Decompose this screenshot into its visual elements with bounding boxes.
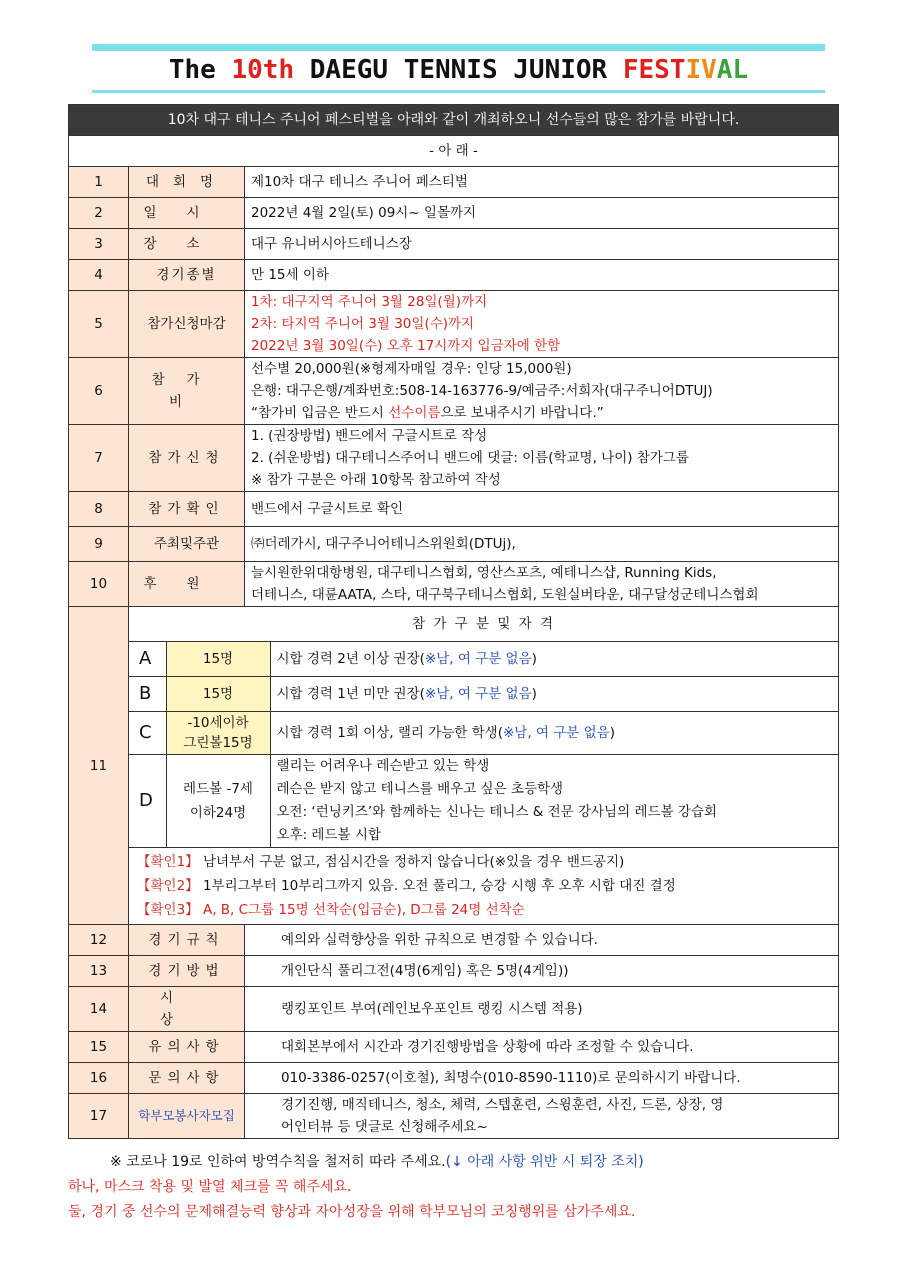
table-row — [69, 562, 839, 607]
group-desc-line: 오후: 레드볼 시합 — [276, 827, 381, 843]
row-content — [245, 291, 839, 358]
row-number: 3 — [69, 229, 129, 260]
row-number: 7 — [69, 425, 129, 492]
table-header: 10차 대구 테니스 주니어 페스티벌을 아래와 같이 개최하오니 선수들의 많은 참가를 바랍니다. — [69, 105, 839, 136]
fee-note-c: 으로 보내주시기 바랍니다.” — [440, 405, 604, 421]
volunteer-line: 어인터뷰 등 댓글로 신청해주세요~ — [281, 1119, 488, 1135]
volunteer-line: 경기진행, 매직테니스, 청소, 체력, 스텝훈련, 스윙훈련, 사진, 드론, 상장, 영 — [281, 1097, 724, 1113]
banner-part-fest: FEST — [622, 55, 686, 85]
row-label: 대회명 — [129, 167, 245, 198]
group-letter: A — [129, 642, 166, 677]
info-table — [68, 104, 839, 1139]
group-section — [129, 607, 839, 925]
row-label: 장소 — [129, 229, 245, 260]
group-letter: B — [129, 677, 166, 712]
banner-part-the: The — [168, 55, 232, 85]
table-row — [69, 260, 839, 291]
row-label: 참가신청마감 — [129, 291, 245, 358]
deadline-line: 2차: 타지역 주니어 3월 30일(수)까지 — [251, 316, 475, 332]
group-desc-note: ※남, 여 구분 없음 — [424, 686, 532, 702]
deadline-line: 1차: 대구지역 주니어 3월 28일(월)까지 — [251, 294, 488, 310]
note-tag: 【확인2】 — [137, 878, 199, 894]
row-content: 랭킹포인트 부여(레인보우포인트 랭킹 시스템 적용) — [245, 987, 839, 1032]
table-row — [69, 987, 839, 1032]
footer-line-1 — [68, 1150, 868, 1175]
row-label: 유의사항 — [129, 1032, 245, 1063]
row-content: 제10차 대구 테니스 주니어 페스티벌 — [245, 167, 839, 198]
fee-note-highlight: 선수이름 — [388, 405, 441, 421]
row-number: 17 — [69, 1094, 129, 1139]
row-label: 주최및주관 — [129, 527, 245, 562]
row-number: 13 — [69, 956, 129, 987]
row-label: 경기종별 — [129, 260, 245, 291]
group-row — [129, 712, 838, 755]
row-label: 참가확인 — [129, 492, 245, 527]
group-desc-line: 오전: ‘런닝키즈’와 함께하는 신나는 테니스 & 전문 강사님의 레드볼 강습회 — [276, 804, 717, 820]
row-content — [245, 1094, 839, 1139]
banner-title — [92, 55, 825, 85]
group-count: 15명 — [166, 677, 270, 712]
row-number: 12 — [69, 925, 129, 956]
group-count-l1: 레드볼 -7세 — [183, 781, 253, 797]
banner-part-iv: IV — [685, 55, 717, 85]
group-count — [166, 712, 270, 755]
table-row — [69, 1094, 839, 1139]
group-row — [129, 677, 838, 712]
sponsor-line: 더테니스, 대륜AATA, 스타, 대구북구테니스협회, 도원실버타운, 대구달성군테니스협회 — [251, 587, 759, 603]
row-content — [245, 562, 839, 607]
group-count — [166, 755, 270, 848]
row-number: 9 — [69, 527, 129, 562]
group-row — [129, 755, 838, 848]
row-number: 2 — [69, 198, 129, 229]
group-desc-line: 랠리는 어려우나 레슨받고 있는 학생 — [276, 758, 490, 774]
apply-line: ※ 참가 구분은 아래 10항목 참고하여 작성 — [251, 472, 501, 488]
group-count: 15명 — [166, 642, 270, 677]
note-tag: 【확인3】 — [137, 902, 199, 918]
row-number: 1 — [69, 167, 129, 198]
table-row — [69, 925, 839, 956]
group-notes — [129, 848, 838, 925]
note-text: 남녀부서 구분 없고, 점심시간을 정하지 않습니다(※있을 경우 밴드공지) — [198, 854, 625, 870]
row-number: 8 — [69, 492, 129, 527]
row-content: 개인단식 풀리그전(4명(6게임) 혹은 5명(4게임)) — [245, 956, 839, 987]
group-title: 참 가 구 분 및 자 격 — [129, 607, 838, 642]
group-desc — [270, 755, 838, 848]
row-content: 대구 유니버시아드테니스장 — [245, 229, 839, 260]
note-3 — [137, 898, 830, 922]
group-desc — [270, 642, 838, 677]
apply-line: 2. (쉬운방법) 대구테니스주어니 밴드에 댓글: 이름(학교명, 나이) 참가그룹 — [251, 450, 689, 466]
sponsor-line: 늘시원한위대항병원, 대구테니스협회, 영산스포츠, 예테니스샵, Running Kids, — [251, 565, 717, 581]
row-number: 16 — [69, 1063, 129, 1094]
row-content: 예의와 실력향상을 위한 규칙으로 변경할 수 있습니다. — [245, 925, 839, 956]
footer-notice — [68, 1150, 868, 1225]
row-content: 만 15세 이하 — [245, 260, 839, 291]
table-row — [69, 1063, 839, 1094]
table-row — [69, 492, 839, 527]
group-letter: C — [129, 712, 166, 755]
banner-part-main: DAEGU TENNIS JUNIOR — [294, 55, 623, 85]
group-desc — [270, 677, 838, 712]
group-desc-c: ) — [609, 725, 615, 741]
apply-line: 1. (권장방법) 밴드에서 구글시트로 작성 — [251, 428, 488, 444]
row-number: 6 — [69, 358, 129, 425]
group-desc-a: 시합 경력 1회 이상, 랠리 가능한 학생( — [276, 725, 503, 741]
footer-line-2: 하나, 마스크 착용 및 발열 체크를 꼭 해주세요. — [68, 1179, 352, 1195]
group-count-l2: 이하24명 — [189, 805, 247, 821]
note-tag: 【확인1】 — [137, 854, 199, 870]
group-desc-note: ※남, 여 구분 없음 — [502, 725, 610, 741]
group-desc-c: ) — [531, 686, 537, 702]
row-number: 10 — [69, 562, 129, 607]
row-content: 밴드에서 구글시트로 확인 — [245, 492, 839, 527]
table-row — [69, 198, 839, 229]
row-number: 5 — [69, 291, 129, 358]
deadline-line: 2022년 3월 30일(수) 오후 17시까지 입금자에 한함 — [251, 338, 561, 354]
row-number: 15 — [69, 1032, 129, 1063]
group-count-l2: 그린볼15명 — [183, 735, 253, 751]
table-row — [69, 358, 839, 425]
group-desc — [270, 712, 838, 755]
table-row — [69, 167, 839, 198]
table-row — [69, 956, 839, 987]
table-subheader: - 아 래 - — [69, 136, 839, 167]
title-banner — [92, 44, 825, 96]
row-label: 시상 — [129, 987, 245, 1032]
row-label: 참가비 — [129, 358, 245, 425]
table-row — [69, 425, 839, 492]
row-content — [245, 358, 839, 425]
row-content — [245, 425, 839, 492]
table-row — [69, 607, 839, 925]
group-letter: D — [129, 755, 166, 848]
row-label: 후원 — [129, 562, 245, 607]
table-row — [69, 229, 839, 260]
note-1 — [137, 850, 830, 874]
group-count-l1: -10세이하 — [187, 715, 249, 731]
row-content: 2022년 4월 2일(토) 09시~ 일몰까지 — [245, 198, 839, 229]
note-text: 1부리그부터 10부리그까지 있음. 오전 풀리그, 승강 시행 후 오후 시합 대진 결정 — [198, 878, 676, 894]
row-label: 경기규칙 — [129, 925, 245, 956]
banner-bottom-bar — [92, 90, 825, 93]
banner-top-bar — [92, 44, 825, 51]
banner-part-10th: 10th — [231, 55, 295, 85]
group-desc-c: ) — [531, 651, 537, 667]
row-content: ㈜더레가시, 대구주니어테니스위원회(DTUj), — [245, 527, 839, 562]
group-desc-line: 레슨은 받지 않고 테니스를 배우고 싶은 초등학생 — [276, 781, 564, 797]
table-row — [69, 291, 839, 358]
footer-covid-text: ※ 코로나 19로 인하여 방역수칙을 철저히 따라 주세요. — [110, 1154, 446, 1170]
group-desc-note: ※남, 여 구분 없음 — [424, 651, 532, 667]
footer-warning: (↓ 아래 사항 위반 시 퇴장 조치) — [445, 1154, 644, 1170]
row-number: 14 — [69, 987, 129, 1032]
row-label: 문의사항 — [129, 1063, 245, 1094]
table-row — [69, 527, 839, 562]
row-label: 일시 — [129, 198, 245, 229]
group-row — [129, 642, 838, 677]
row-label: 경기방법 — [129, 956, 245, 987]
row-label: 참가신청 — [129, 425, 245, 492]
row-content: 010-3386-0257(이호철), 최명수(010-8590-1110)로 문의하시기 바랍니다. — [245, 1063, 839, 1094]
group-table — [129, 607, 838, 924]
note-text: A, B, C그룹 15명 선착순(입금순), D그룹 24명 선착순 — [198, 902, 525, 918]
bank-line: 은행: 대구은행/계좌번호:508-14-163776-9/예금주:서희자(대구주니어DTUJ) — [251, 383, 713, 399]
group-desc-a: 시합 경력 1년 미만 권장( — [276, 686, 425, 702]
row-label: 학부모봉사자모집 — [129, 1094, 245, 1139]
banner-part-al: AL — [716, 55, 749, 85]
group-desc-a: 시합 경력 2년 이상 권장( — [276, 651, 425, 667]
table-row — [69, 1032, 839, 1063]
row-number: 4 — [69, 260, 129, 291]
row-content: 대회본부에서 시간과 경기진행방법을 상황에 따라 조정할 수 있습니다. — [245, 1032, 839, 1063]
fee-note-a: “참가비 입금은 반드시 — [251, 405, 389, 421]
row-number: 11 — [69, 607, 129, 925]
footer-line-3: 둘, 경기 중 선수의 문제해결능력 향상과 자아성장을 위해 학부모님의 코칭행위를 삼가주세요. — [68, 1204, 636, 1220]
note-2 — [137, 874, 830, 898]
fee-note — [251, 402, 832, 424]
fee-line: 선수별 20,000원(※형제자매일 경우: 인당 15,000원) — [251, 361, 572, 377]
